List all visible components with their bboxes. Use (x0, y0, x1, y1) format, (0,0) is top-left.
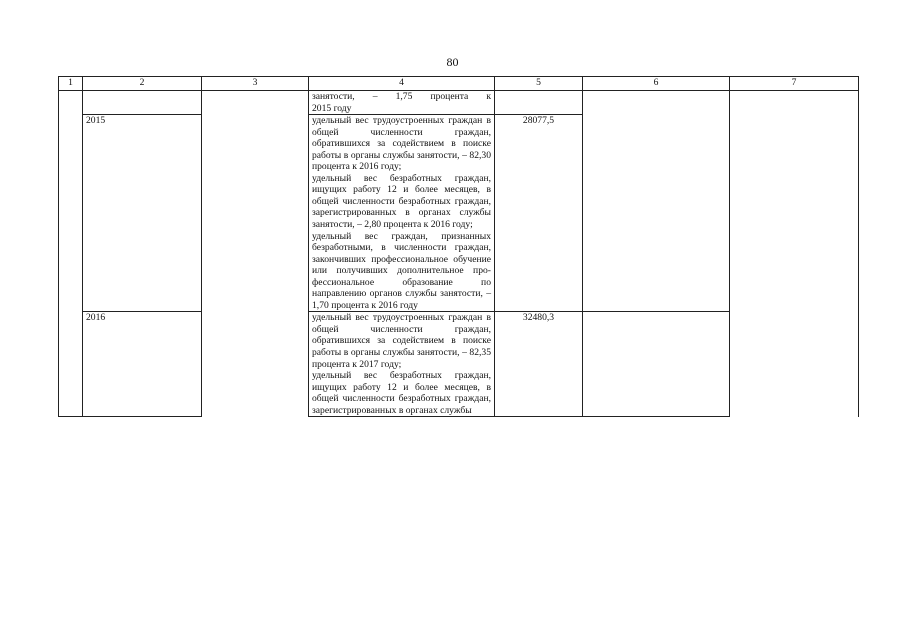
cell-col7 (730, 91, 859, 417)
indicator-paragraph: удельный вес безработных граждан, ищущих работу 12 и более месяцев, в общей численности безработных граждан, зарегистрированных в органах службы (312, 370, 491, 416)
column-header-2: 2 (83, 77, 202, 91)
cell-col6 (583, 312, 730, 417)
table-header-row (59, 77, 859, 91)
cell-col2 (83, 91, 202, 115)
column-header-6: 6 (583, 77, 730, 91)
column-header-1: 1 (59, 77, 83, 91)
cell-col5 (495, 91, 583, 115)
page-number: 80 (446, 55, 459, 69)
year-cell-2016: 2016 (83, 312, 202, 417)
continuation-line-1: занятости, – 1,75 процента к (312, 91, 491, 102)
cell-col1 (59, 91, 83, 115)
cell-col6 (583, 91, 730, 312)
cell-indicator-continuation (309, 91, 495, 115)
indicator-paragraph: удельный вес трудоустроенных граждан в общей численности граждан, обратившихся за содействием в поиске работы в органы службы занятости, – 82,35 процента к 2017 году; (312, 312, 491, 370)
table-row-continuation (59, 91, 859, 115)
value-cell-2016: 32480,3 (495, 312, 583, 417)
cell-col1 (59, 115, 83, 312)
indicator-cell-2016 (309, 312, 495, 417)
column-header-3: 3 (202, 77, 309, 91)
value-cell-2015: 28077,5 (495, 115, 583, 312)
continuation-line-2: 2015 году (312, 102, 352, 114)
indicator-cell-2015 (309, 115, 495, 312)
column-header-7: 7 (730, 77, 859, 91)
document-table (58, 76, 859, 417)
cell-col3 (202, 91, 309, 417)
indicator-paragraph: удельный вес трудоустроенных граждан в общей численности граждан, обратившихся за содействием в поиске работы в органы службы занятости, – 82,30 процента к 2016 году; (312, 115, 491, 173)
indicator-paragraph: удельный вес граждан, признанных безработными, в численности граждан, закончивших профессиональное обучение или получивших дополнительное профессиональное образование по направлению органов службы занятости, – 1,70 процента к 2016 году (312, 230, 491, 311)
cell-col1 (59, 312, 83, 417)
column-header-5: 5 (495, 77, 583, 91)
year-cell-2015: 2015 (83, 115, 202, 312)
indicator-paragraph: удельный вес безработных граждан, ищущих работу 12 и более месяцев, в общей численности безработных граждан, зарегистрированных в органах службы занятости, – 2,80 процента к 2016 году; (312, 172, 491, 231)
column-header-4: 4 (309, 77, 495, 91)
